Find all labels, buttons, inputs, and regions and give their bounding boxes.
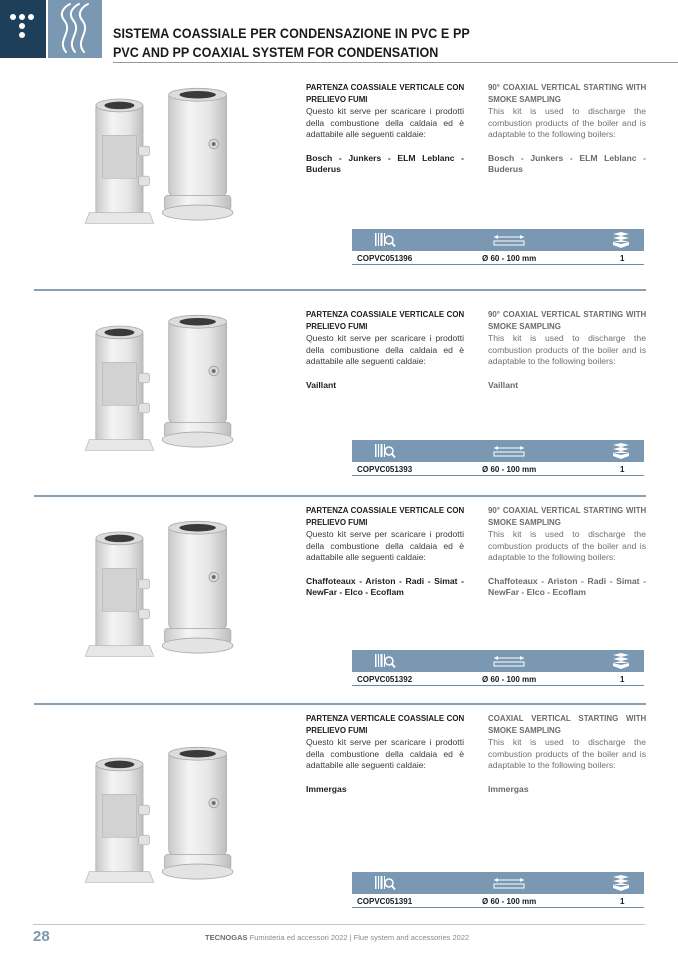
- product-text-it: [306, 309, 464, 391]
- product-size: Ø 60 - 100 mm: [482, 465, 537, 474]
- product-qty: 1: [620, 897, 625, 906]
- footer-brand: TECNOGAS: [205, 933, 248, 942]
- product-text-en: [488, 309, 646, 391]
- boxes-stack-icon: [608, 650, 634, 672]
- product-code: COPVC051392: [357, 675, 413, 684]
- product-block: [0, 703, 678, 913]
- boxes-stack-icon: [608, 229, 634, 251]
- product-block: [0, 495, 678, 705]
- product-description-it: Questo kit serve per scaricare i prodotti della combustione della caldaia ed è adattabile alle seguenti caldaie:: [306, 333, 464, 366]
- product-description-it: Questo kit serve per scaricare i prodotti della combustione della caldaia ed è adattabile alle seguenti caldaie:: [306, 529, 464, 562]
- product-qty: 1: [620, 675, 625, 684]
- product-description-en: This kit is used to discharge the combustion products of the boiler and is adaptable to the following boilers:: [488, 333, 646, 366]
- page-subtitle: PVC AND PP COAXIAL SYSTEM FOR CONDENSATION: [113, 45, 439, 60]
- table-header: [352, 650, 644, 672]
- boxes-stack-icon: [608, 440, 634, 462]
- brand-logo: [0, 0, 46, 58]
- product-text-en: [488, 713, 646, 795]
- measure-ruler-icon: [490, 650, 528, 672]
- footer-divider: [33, 924, 645, 925]
- product-qty: 1: [620, 465, 625, 474]
- product-brands-it: Immergas: [306, 783, 347, 794]
- product-table: [352, 440, 644, 476]
- product-image: [78, 84, 238, 234]
- product-description-it: Questo kit serve per scaricare i prodotti della combustione della caldaia ed è adattabile alle seguenti caldaie:: [306, 737, 464, 770]
- product-size: Ø 60 - 100 mm: [482, 897, 537, 906]
- product-description-en: This kit is used to discharge the combustion products of the boiler and is adaptable to the following boilers:: [488, 529, 646, 562]
- product-title-it: PARTENZA COASSIALE VERTICALE CON PRELIEVO FUMI: [306, 82, 465, 104]
- product-text-it: [306, 505, 464, 599]
- section-divider: [34, 495, 646, 497]
- table-header: [352, 440, 644, 462]
- barcode-magnifier-icon: [370, 440, 400, 462]
- section-divider: [34, 289, 646, 291]
- product-title-en: 90° COAXIAL VERTICAL STARTING WITH SMOKE SAMPLING: [488, 505, 647, 527]
- product-image: [78, 743, 238, 893]
- product-description-en: This kit is used to discharge the combustion products of the boiler and is adaptable to the following boilers:: [488, 737, 646, 770]
- product-qty: 1: [620, 254, 625, 263]
- product-size: Ø 60 - 100 mm: [482, 254, 537, 263]
- smoke-wisps-icon: [48, 0, 102, 58]
- product-size: Ø 60 - 100 mm: [482, 675, 537, 684]
- product-block: [0, 289, 678, 499]
- product-image: [78, 517, 238, 667]
- product-brands-it: Vaillant: [306, 379, 337, 390]
- page-number: 28: [33, 928, 50, 945]
- product-title-en: COAXIAL VERTICAL STARTING WITH SMOKE SAMPLING: [488, 713, 647, 735]
- product-text-en: [488, 505, 646, 599]
- table-row: [352, 894, 644, 908]
- footer-text: Fumisteria ed accessori 2022 | Flue system and accessories 2022: [249, 933, 470, 942]
- product-table: [352, 650, 644, 686]
- table-row: [352, 462, 644, 476]
- product-code: COPVC051393: [357, 465, 413, 474]
- product-block: [0, 62, 678, 272]
- product-brands-en: Vaillant: [488, 379, 519, 390]
- page-title: SISTEMA COASSIALE PER CONDENSAZIONE IN PVC E PP: [113, 26, 470, 41]
- table-header: [352, 872, 644, 894]
- product-title-it: PARTENZA VERTICALE COASSIALE CON PRELIEVO FUMI: [306, 713, 465, 735]
- measure-ruler-icon: [490, 440, 528, 462]
- table-row: [352, 251, 644, 265]
- table-header: [352, 229, 644, 251]
- product-title-it: PARTENZA COASSIALE VERTICALE CON PRELIEVO FUMI: [306, 505, 465, 527]
- product-table: [352, 229, 644, 265]
- product-code: COPVC051391: [357, 897, 413, 906]
- barcode-magnifier-icon: [370, 650, 400, 672]
- product-code: COPVC051396: [357, 254, 413, 263]
- smoke-panel: [48, 0, 102, 58]
- table-row: [352, 672, 644, 686]
- product-text-it: [306, 82, 464, 176]
- boxes-stack-icon: [608, 872, 634, 894]
- product-title-it: PARTENZA COASSIALE VERTICALE CON PRELIEVO FUMI: [306, 309, 465, 331]
- product-description-it: Questo kit serve per scaricare i prodotti della combustione della caldaia ed è adattabile alle seguenti caldaie:: [306, 106, 464, 139]
- product-brands-it: Bosch - Junkers - ELM Leblanc - Buderus: [306, 152, 464, 174]
- footer-caption: [205, 933, 469, 942]
- product-title-en: 90° COAXIAL VERTICAL STARTING WITH SMOKE SAMPLING: [488, 309, 647, 331]
- product-brands-it: Chaffoteaux - Ariston - Radi - Simat - NewFar - Elco - Ecoflam: [306, 575, 464, 597]
- product-title-en: 90° COAXIAL VERTICAL STARTING WITH SMOKE SAMPLING: [488, 82, 647, 104]
- measure-ruler-icon: [490, 872, 528, 894]
- product-text-it: [306, 713, 464, 795]
- section-divider: [34, 703, 646, 705]
- product-brands-en: Bosch - Junkers - ELM Leblanc - Buderus: [488, 152, 646, 174]
- measure-ruler-icon: [490, 229, 528, 251]
- product-brands-en: Immergas: [488, 783, 529, 794]
- product-image: [78, 311, 238, 461]
- product-brands-en: Chaffoteaux - Ariston - Radi - Simat - NewFar - Elco - Ecoflam: [488, 575, 646, 597]
- barcode-magnifier-icon: [370, 872, 400, 894]
- product-table: [352, 872, 644, 908]
- product-text-en: [488, 82, 646, 176]
- barcode-magnifier-icon: [370, 229, 400, 251]
- product-description-en: This kit is used to discharge the combustion products of the boiler and is adaptable to the following boilers:: [488, 106, 646, 139]
